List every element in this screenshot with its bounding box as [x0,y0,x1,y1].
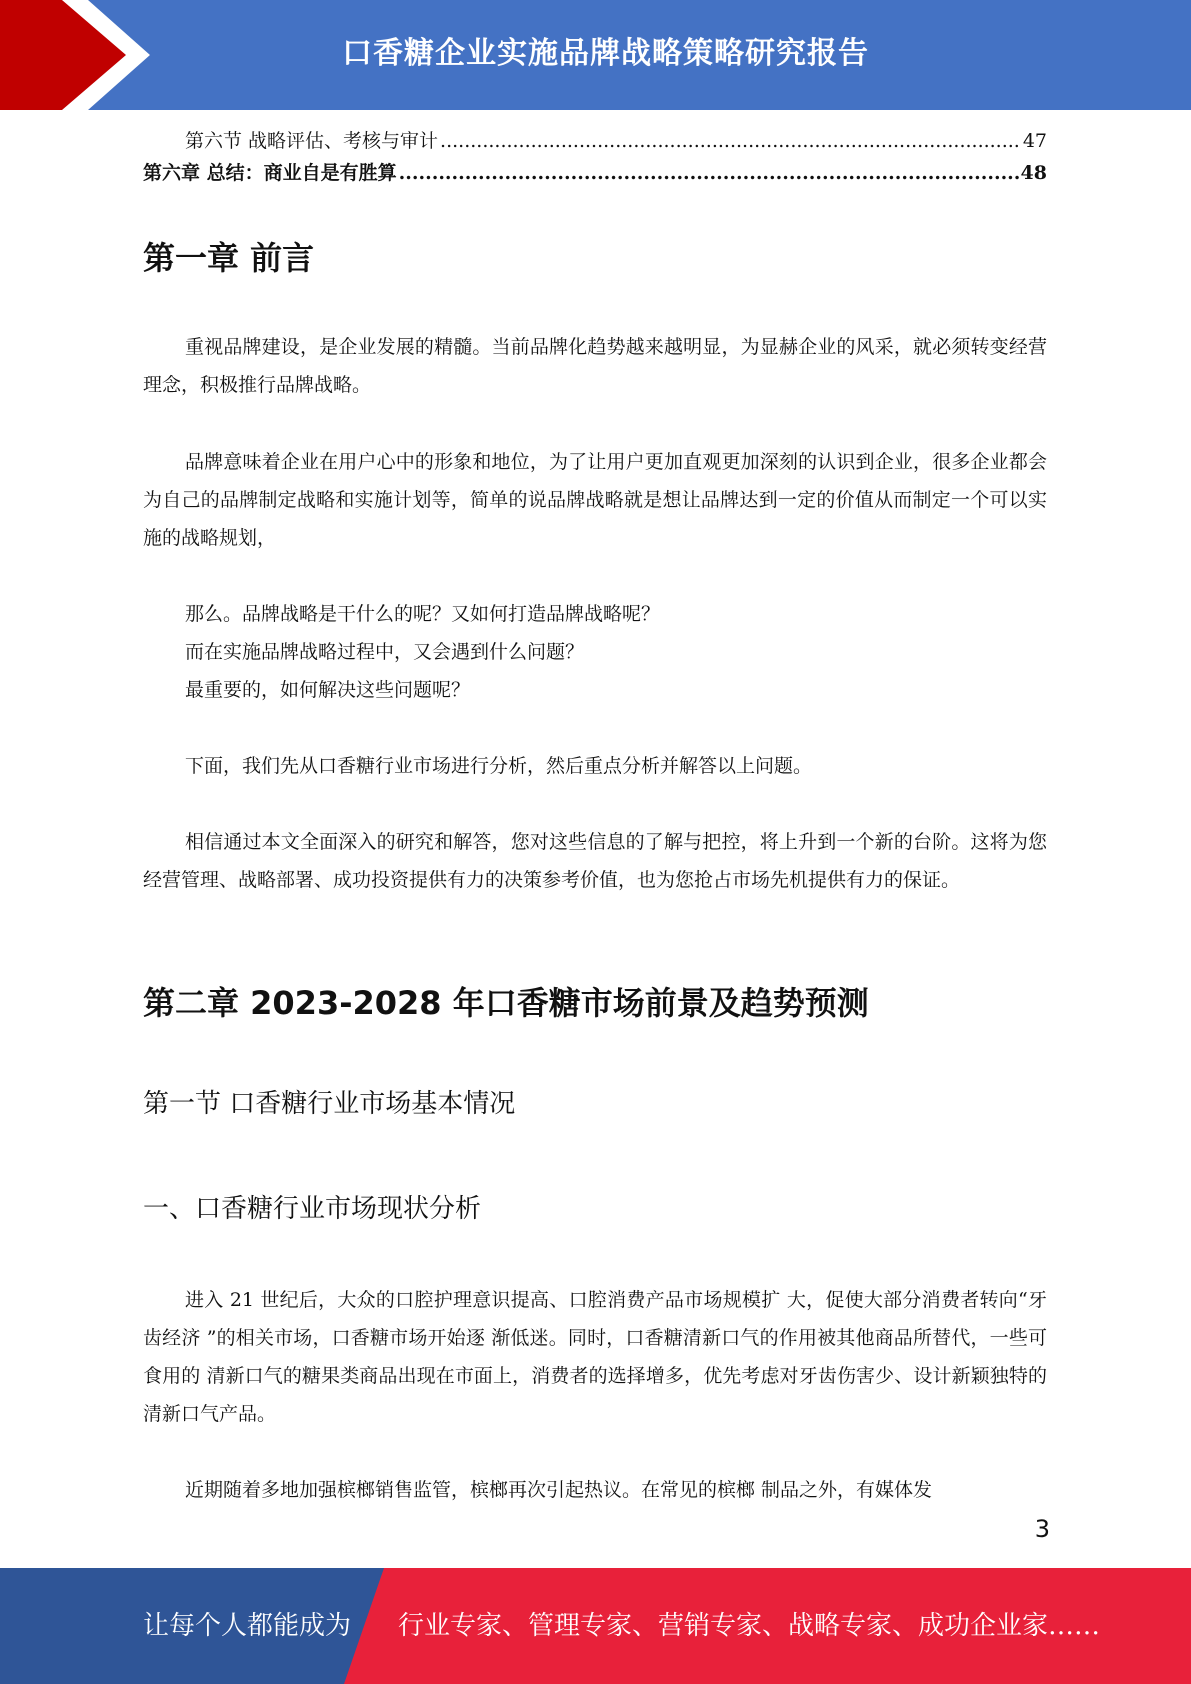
chapter-heading: 第二章 2023-2028 年口香糖市场前景及趋势预测 [143,984,869,1022]
paragraph: 相信通过本文全面深入的研究和解答，您对这些信息的了解与把控，将上升到一个新的台阶。这将为您经营管理、战略部署、成功投资提供有力的决策参考价值，也为您抢占市场先机提供有力的保证。 [143,831,1047,891]
paragraph: 重视品牌建设，是企业发展的精髓。当前品牌化趋势越来越明显，为显赫企业的风采，就必须转变经营理念，积极推行品牌战略。 [143,336,1047,396]
toc-entry-page: 48 [1020,162,1047,184]
question-list [143,595,1047,709]
paragraph: 下面，我们先从口香糖行业市场进行分析，然后重点分析并解答以上问题。 [185,755,813,777]
page-header [0,0,1191,110]
section-heading: 第一节 口香糖行业市场基本情况 [143,1089,516,1119]
paragraph: 进入 21 世纪后，大众的口腔护理意识提高、口腔消费产品市场规模扩 大，促使大部分消费者转向“牙齿经济 ”的相关市场，口香糖市场开始逐 渐低迷。同时，口香糖清新口气的作用被其他商品所替代，一些可食用的 清新口气的糖果类商品出现在市面上，消费者的选择增多，优先考虑对牙齿伤害少、设计新颖独特的清新口气产品。 [143,1289,1047,1425]
question-line: 那么。品牌战略是干什么的呢？又如何打造品牌战略呢？ [185,603,661,625]
toc-leader-dots [399,157,1019,189]
page-number: 3 [1034,1515,1050,1543]
paragraph: 品牌意味着企业在用户心中的形象和地位，为了让用户更加直观更加深刻的认识到企业，很多企业都会为自己的品牌制定战略和实施计划等，简单的说品牌战略就是想让品牌达到一定的价值从而制定一个可以实施的战略规划， [143,451,1047,549]
question-line: 而在实施品牌战略过程中，又会遇到什么问题？ [185,641,585,663]
toc-leader-dots [440,125,1021,157]
subsection-heading: 一、口香糖行业市场现状分析 [143,1194,482,1224]
paragraph: 近期随着多地加强槟榔销售监管，槟榔再次引起热议。在常见的槟榔 制品之外，有媒体发 [185,1479,933,1501]
toc-entry-title: 第六节 战略评估、考核与审计 [185,130,439,152]
report-title: 口香糖企业实施品牌战略策略研究报告 [342,36,869,71]
toc-entry-page: 47 [1022,130,1047,152]
page-content [143,125,1047,1501]
page-footer [0,1568,1191,1684]
toc-entry[interactable] [143,157,1047,189]
footer-slogan-left: 让每个人都能成为 [143,1611,352,1641]
toc-entry[interactable] [143,125,1047,157]
table-of-contents [143,125,1047,189]
chapter-heading: 第一章 前言 [143,239,315,277]
toc-entry-title: 第六章 总结：商业自是有胜算 [143,162,397,184]
question-line: 最重要的，如何解决这些问题呢？ [185,679,471,701]
footer-slogan-right: 行业专家、管理专家、营销专家、战略专家、成功企业家…… [398,1611,1101,1641]
